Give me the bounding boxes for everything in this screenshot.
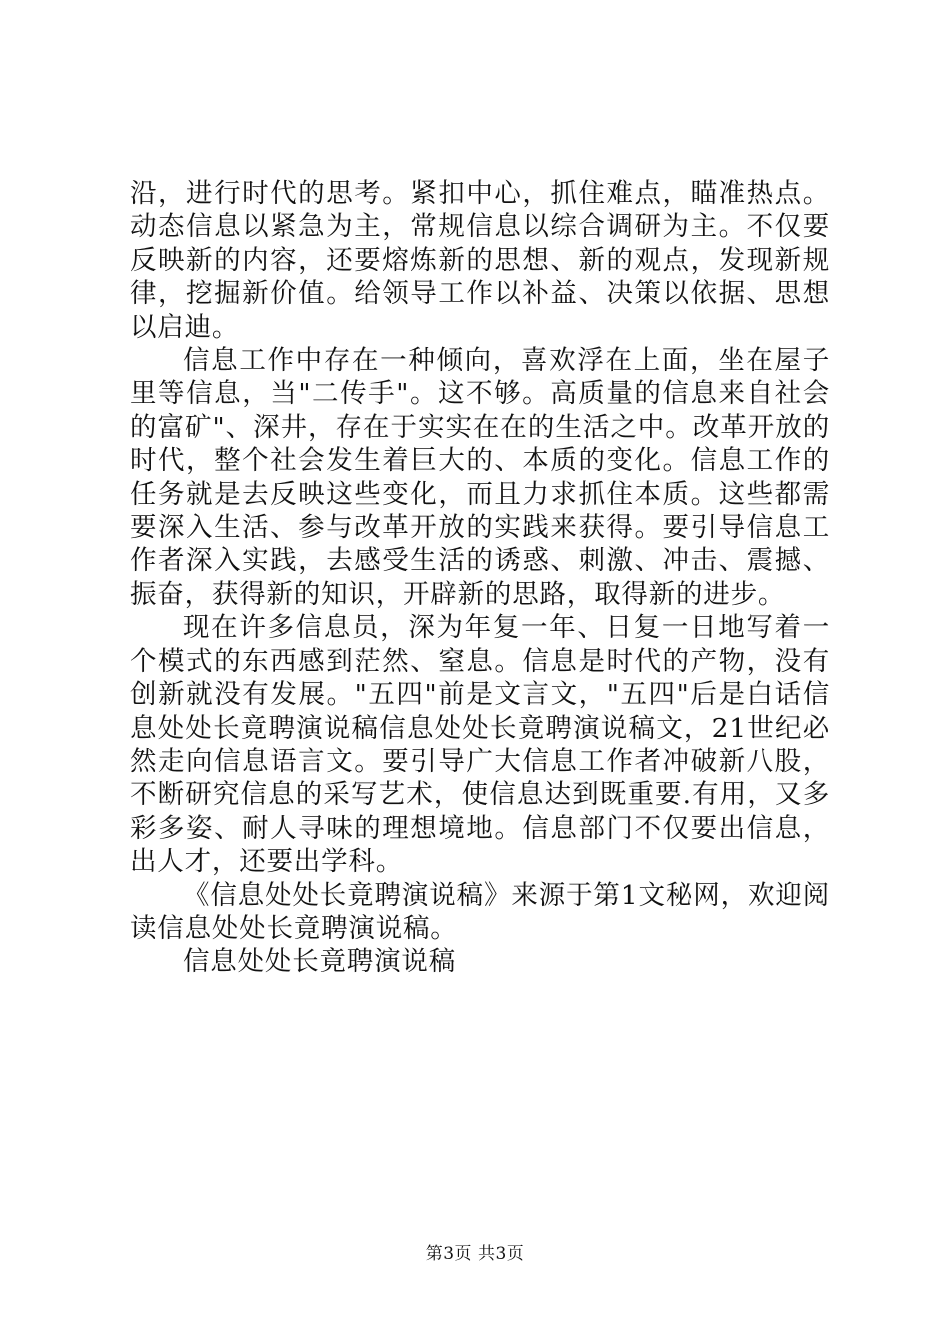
paragraph-3: 现在许多信息员，深为年复一年、日复一日地写着一个模式的东西感到茫然、窒息。信息是时代的产物，没有创新就没有发展。"五四"前是文言文，"五四"后是白话信息处处长竟聘演说稿信息处处长竟聘演说稿文，21世纪必然走向信息语言文。要引导广大信息工作者冲破新八股，不断研究信息的采写艺术，使信息达到既重要.有用，又多彩多姿、耐人寻味的理想境地。信息部门不仅要出信息，出人才，还要出学科。 [130, 612, 830, 878]
paragraph-2: 信息工作中存在一种倾向，喜欢浮在上面，坐在屋子里等信息，当"二传手"。这不够。高质量的信息来自社会的富矿"、深井，存在于实实在在的生活之中。改革开放的时代，整个社会发生着巨大的、本质的变化。信息工作的任务就是去反映这些变化，而且力求抓住本质。这些都需要深入生活、参与改革开放的实践来获得。要引导信息工作者深入实践，去感受生活的诱惑、刺激、冲击、震撼、振奋，获得新的知识，开辟新的思路，取得新的进步。 [130, 345, 830, 610]
paragraph-1: 沿，进行时代的思考。紧扣中心，抓住难点，瞄准热点。动态信息以紧急为主，常规信息以综合调研为主。不仅要反映新的内容，还要熔炼新的思想、新的观点，发现新规律，挖掘新价值。给领导工作以补益、决策以依据、思想以启迪。 [130, 178, 830, 343]
page-number-footer: 第3页 共3页 [425, 1244, 525, 1264]
paragraph-5: 信息处处长竟聘演说稿 [183, 946, 456, 978]
document-body [130, 177, 830, 979]
paragraph-4: 《信息处处长竟聘演说稿》来源于第1文秘网，欢迎阅读信息处处长竟聘演说稿。 [130, 879, 830, 944]
